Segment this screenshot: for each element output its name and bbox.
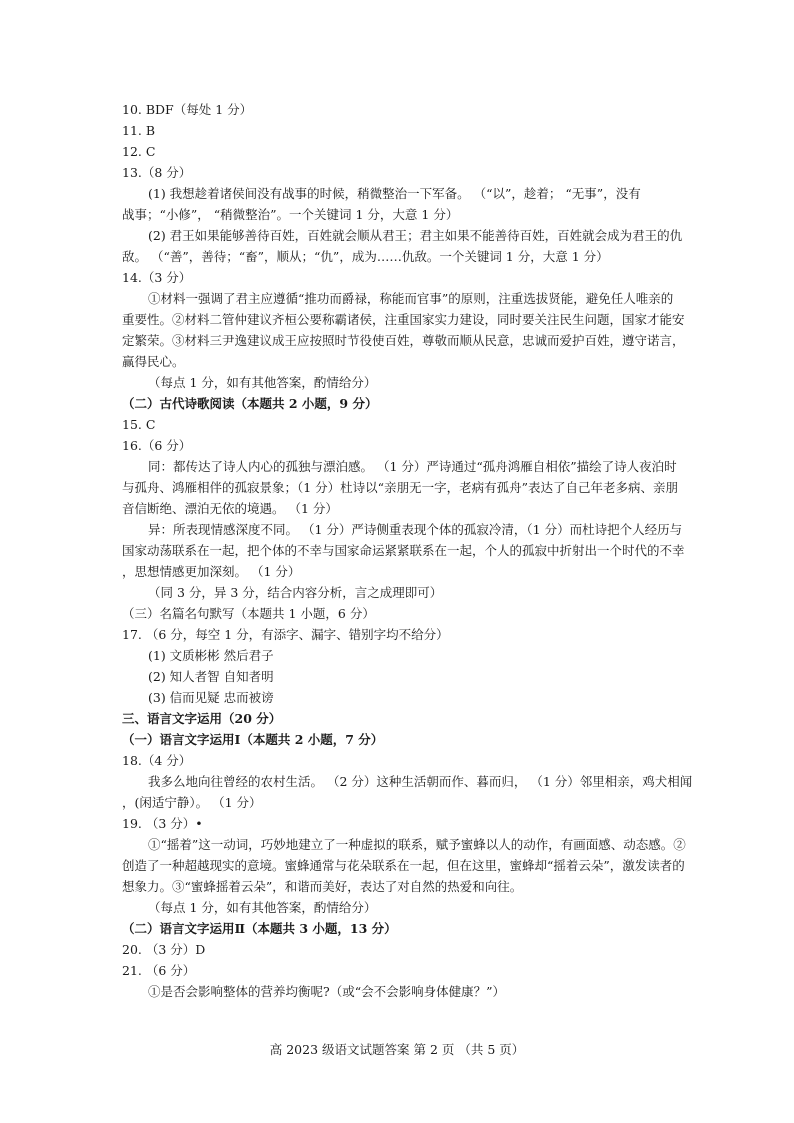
- answer-line: 10. BDF（每处 1 分）: [122, 102, 253, 117]
- answer-line: 19. （3 分）•: [122, 816, 203, 831]
- answer-line: 重要性。②材料二管仲建议齐桓公要称霸诸侯，注重国家实力建设，同时要关注民生问题，国家才能安: [122, 312, 685, 327]
- answer-line: (2) 君王如果能够善待百姓，百姓就会顺从君王；君主如果不能善待百姓，百姓就会成为君王的仇: [148, 228, 683, 243]
- section-heading: （一）语言文字运用Ⅰ（本题共 2 小题，7 分）: [122, 732, 384, 747]
- answer-line: （每点 1 分，如有其他答案，酌情给分）: [148, 900, 377, 915]
- answer-line: ，思想情感更加深刻。 （1 分）: [122, 564, 301, 579]
- answer-line: 20. （3 分）D: [122, 942, 206, 957]
- section-heading: 三、语言文字运用（20 分）: [122, 711, 282, 726]
- answer-line: 赢得民心。: [122, 354, 185, 369]
- answer-line: (2) 知人者智 自知者明: [148, 669, 274, 684]
- answer-line: 敌。 （“善”，善待；“畜”，顺从；“仇”，成为……仇敌。一个关键词 1 分，大意 1 分）: [122, 249, 609, 264]
- answer-line: 14.（3 分）: [122, 270, 192, 285]
- answer-line: 想象力。③“蜜蜂摇着云朵”，和谐而美好，表达了对自然的热爱和向往。: [122, 879, 523, 894]
- page-footer: 高 2023 级语文试题答案 第 2 页 （共 5 页）: [269, 1042, 525, 1057]
- answer-line: 国家动荡联系在一起，把个体的不幸与国家命运紧紧联系在一起，个人的孤寂中折射出一个时代的不幸: [122, 543, 685, 558]
- section-heading: （二）古代诗歌阅读（本题共 2 小题，9 分）: [122, 396, 378, 411]
- answer-line: （三）名篇名句默写（本题共 1 小题，6 分）: [122, 606, 375, 621]
- answer-line: (3) 信而见疑 忠而被谤: [148, 690, 274, 705]
- answer-line: 11. B: [122, 123, 156, 138]
- answer-line: （每点 1 分，如有其他答案，酌情给分）: [148, 375, 377, 390]
- answer-line: 定繁荣。③材料三尹逸建议成王应按照时节役使百姓，尊敬而顺从民意，忠诚而爱护百姓，遵守诺言，: [122, 333, 685, 348]
- answer-line: 21. （6 分）: [122, 963, 196, 978]
- answer-line: 音信断绝、漂泊无依的境遇。 （1 分）: [122, 501, 338, 516]
- answer-line: 创造了一种超越现实的意境。蜜蜂通常与花朵联系在一起，但在这里，蜜蜂却“摇着云朵”，激发读者的: [122, 858, 685, 873]
- answer-line: 同：都传达了诗人内心的孤独与漂泊感。 （1 分）严诗通过“孤舟鸿雁自相依”描绘了诗人夜泊时: [148, 459, 677, 474]
- answer-line: 12. C: [122, 144, 156, 159]
- answer-line: 17. （6 分，每空 1 分，有添字、漏字、错别字均不给分）: [122, 627, 449, 642]
- answer-line: ，(闲适宁静）。 （1 分）: [122, 795, 262, 810]
- section-heading: （二）语言文字运用Ⅱ（本题共 3 小题，13 分）: [122, 921, 397, 936]
- answer-line: 18.（4 分）: [122, 753, 192, 768]
- answer-line: (1) 我想趁着诸侯间没有战事的时候，稍微整治一下军备。 （“以”，趁着； “无事”，没有: [148, 186, 641, 201]
- answer-content: [122, 99, 693, 1002]
- answer-line: 战事；“小修”， “稍微整治”。一个关键词 1 分，大意 1 分）: [122, 207, 459, 222]
- answer-line: 16.（6 分）: [122, 438, 192, 453]
- answer-line: 13.（8 分）: [122, 165, 192, 180]
- answer-line: 我多么地向往曾经的农村生活。 （2 分）这种生活朝而作、暮而归， （1 分）邻里相亲，鸡犬相闻: [148, 774, 693, 789]
- answer-line: 15. C: [122, 417, 156, 432]
- answer-line: ①“摇着”这一动词，巧妙地建立了一种虚拟的联系，赋予蜜蜂以人的动作，有画面感、动态感。②: [148, 837, 686, 852]
- answer-line: 异：所表现情感深度不同。 （1 分）严诗侧重表现个体的孤寂冷清，（1 分）而杜诗把个人经历与: [148, 522, 683, 537]
- answer-line: (1) 文质彬彬 然后君子: [148, 648, 274, 663]
- answer-line: （同 3 分，异 3 分，结合内容分析，言之成理即可）: [148, 585, 443, 600]
- answer-line: ①材料一强调了君主应遵循“推功而爵禄，称能而官事”的原则，注重选拔贤能，避免任人唯亲的: [148, 291, 674, 306]
- answer-line: 与孤舟、鸿雁相伴的孤寂景象；（1 分）杜诗以“亲朋无一字，老病有孤舟”表达了自己年老多病、亲朋: [122, 480, 678, 495]
- answer-line: ①是否会影响整体的营养均衡呢?（或“会不会影响身体健康？”）: [148, 984, 505, 999]
